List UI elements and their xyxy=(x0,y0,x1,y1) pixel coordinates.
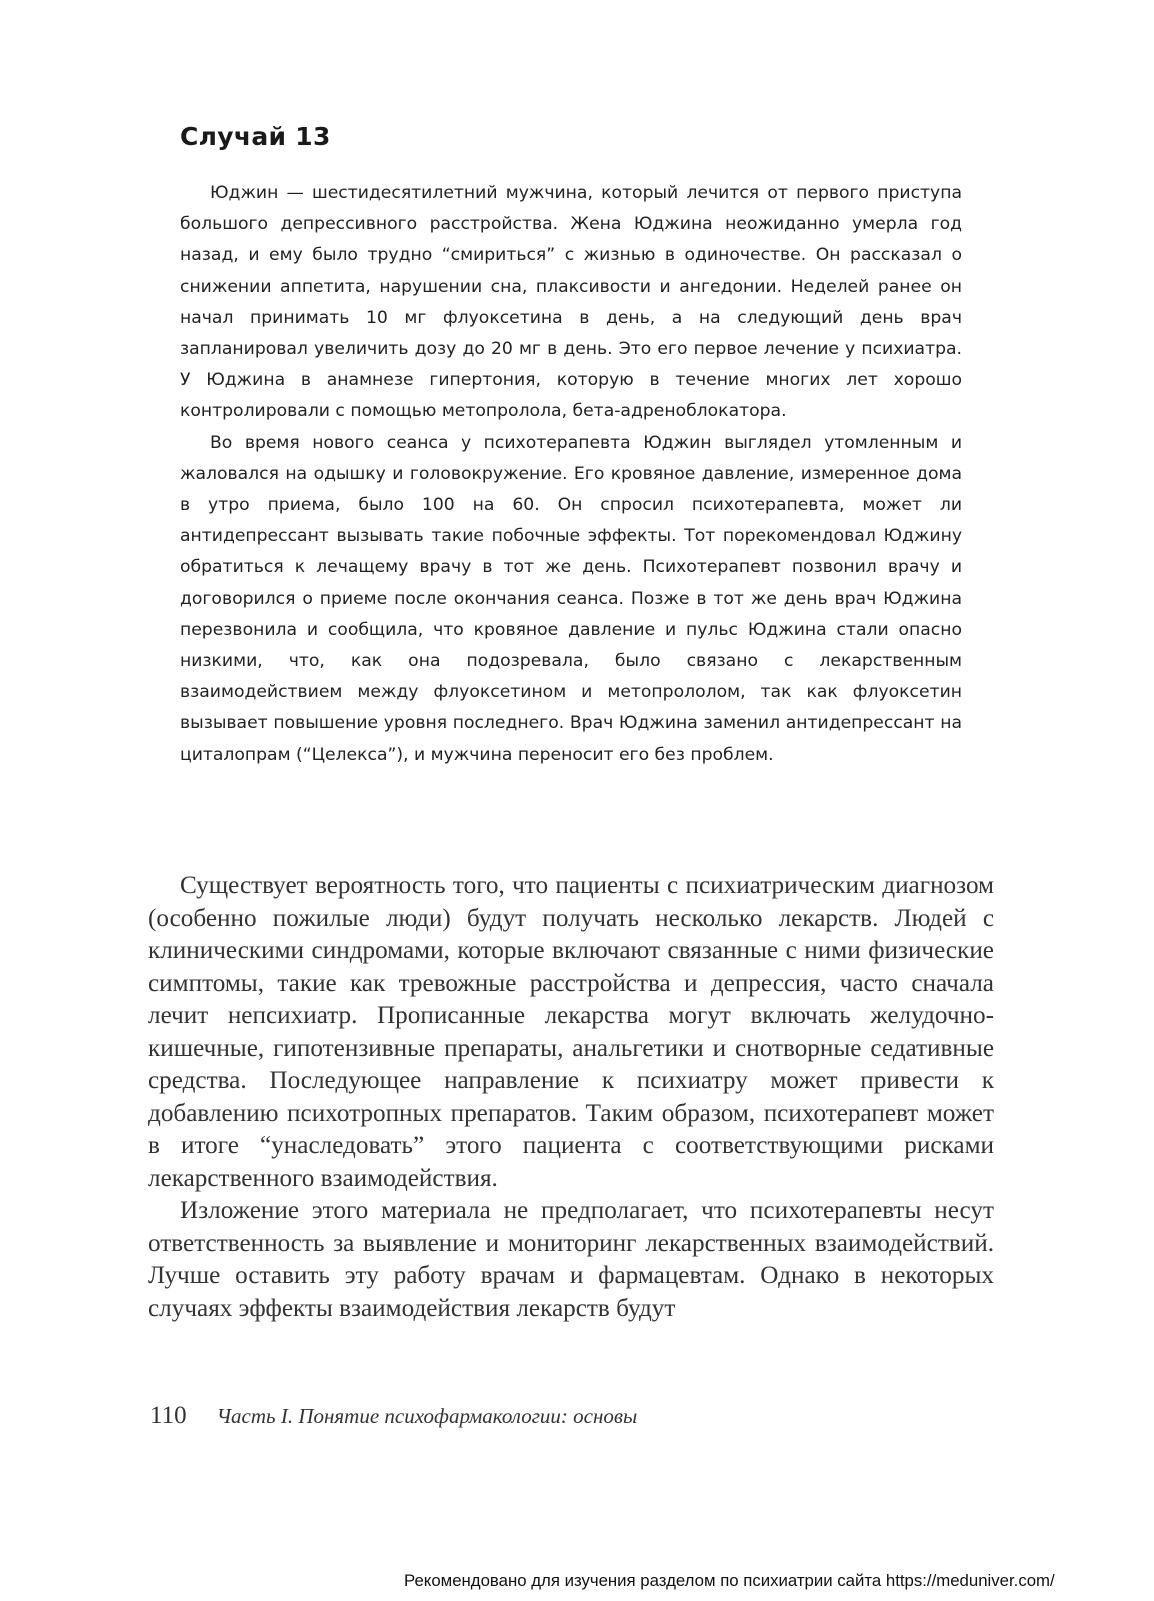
body-paragraph: Существует вероятность того, что пациенты с психиатрическим диагнозом (особенно пожилые люди) будут получать несколько лекарств. Людей с клиническими синдромами, которые включают связанные с ними физические симптомы, такие как тревожные расстройства и депрессия, часто сначала лечит непсихиатр. Прописанные лекарства могут включать желудочно-кишечные, гипотензивные препараты, анальгетики и снотворные седативные средства. Последующее направление к психиатру может привести к добавлению психотропных препаратов. Таким образом, психотерапевт может в итоге “унаследовать” этого пациента с соответствующими рисками лекарственного взаимодействия. xyxy=(148,872,994,1192)
running-title: Часть I. Понятие психофармакологии: основы xyxy=(216,1404,638,1428)
case-paragraph: Юджин — шестидесятилетний мужчина, который лечится от первого приступа большого депрессивного расстройства. Жена Юджина неожиданно умерла год назад, и ему было трудно “смириться” с жизнью в одиночестве. Он рассказал о снижении аппетита, нарушении сна, плаксивости и ангедонии. Неделей ранее он начал принимать 10 мг флуоксетина в день, а на следующий день врач запланировал увеличить дозу до 20 мг в день. Это его первое лечение у психиатра. У Юджина в анамнезе гипертония, которую в течение многих лет хорошо контролировали с помощью метопролола, бета-адреноблокатора. xyxy=(180,183,962,422)
watermark-text: Рекомендовано для изучения разделом по психиатрии сайта https://meduniver.com/ xyxy=(404,1571,1055,1590)
case-heading: Случай 13 xyxy=(180,122,331,151)
body-paragraph: Изложение этого материала не предполагает, что психотерапевты несут ответственность за выявление и мониторинг лекарственных взаимодействий. Лучше оставить эту работу врачам и фармацевтам. Однако в некоторых случаях эффекты взаимодействия лекарств будут xyxy=(148,1197,994,1322)
body-text xyxy=(148,870,994,1325)
case-study xyxy=(180,178,962,771)
case-paragraph: Во время нового сеанса у психотерапевта Юджин выглядел утомленным и жаловался на одышку и головокружение. Его кровяное давление, измеренное дома в утро приема, было 100 на 60. Он спросил психотерапевта, может ли антидепрессант вызывать такие побочные эффекты. Тот порекомендовал Юджину обратиться к лечащему врачу в тот же день. Психотерапевт позвонил врачу и договорился о приеме после окончания сеанса. Позже в тот же день врач Юджина перезвонила и сообщила, что кровяное давление и пульс Юджина стали опасно низкими, что, как она подозревала, было связано с лекарственным взаимодействием между флуоксетином и метопрололом, так как флуоксетин вызывает повышение уровня последнего. Врач Юджина заменил антидепрессант на циталопрам (“Целекса”), и мужчина переносит его без проблем. xyxy=(180,432,962,765)
page-footer xyxy=(150,1402,637,1430)
page-number: 110 xyxy=(150,1402,187,1429)
